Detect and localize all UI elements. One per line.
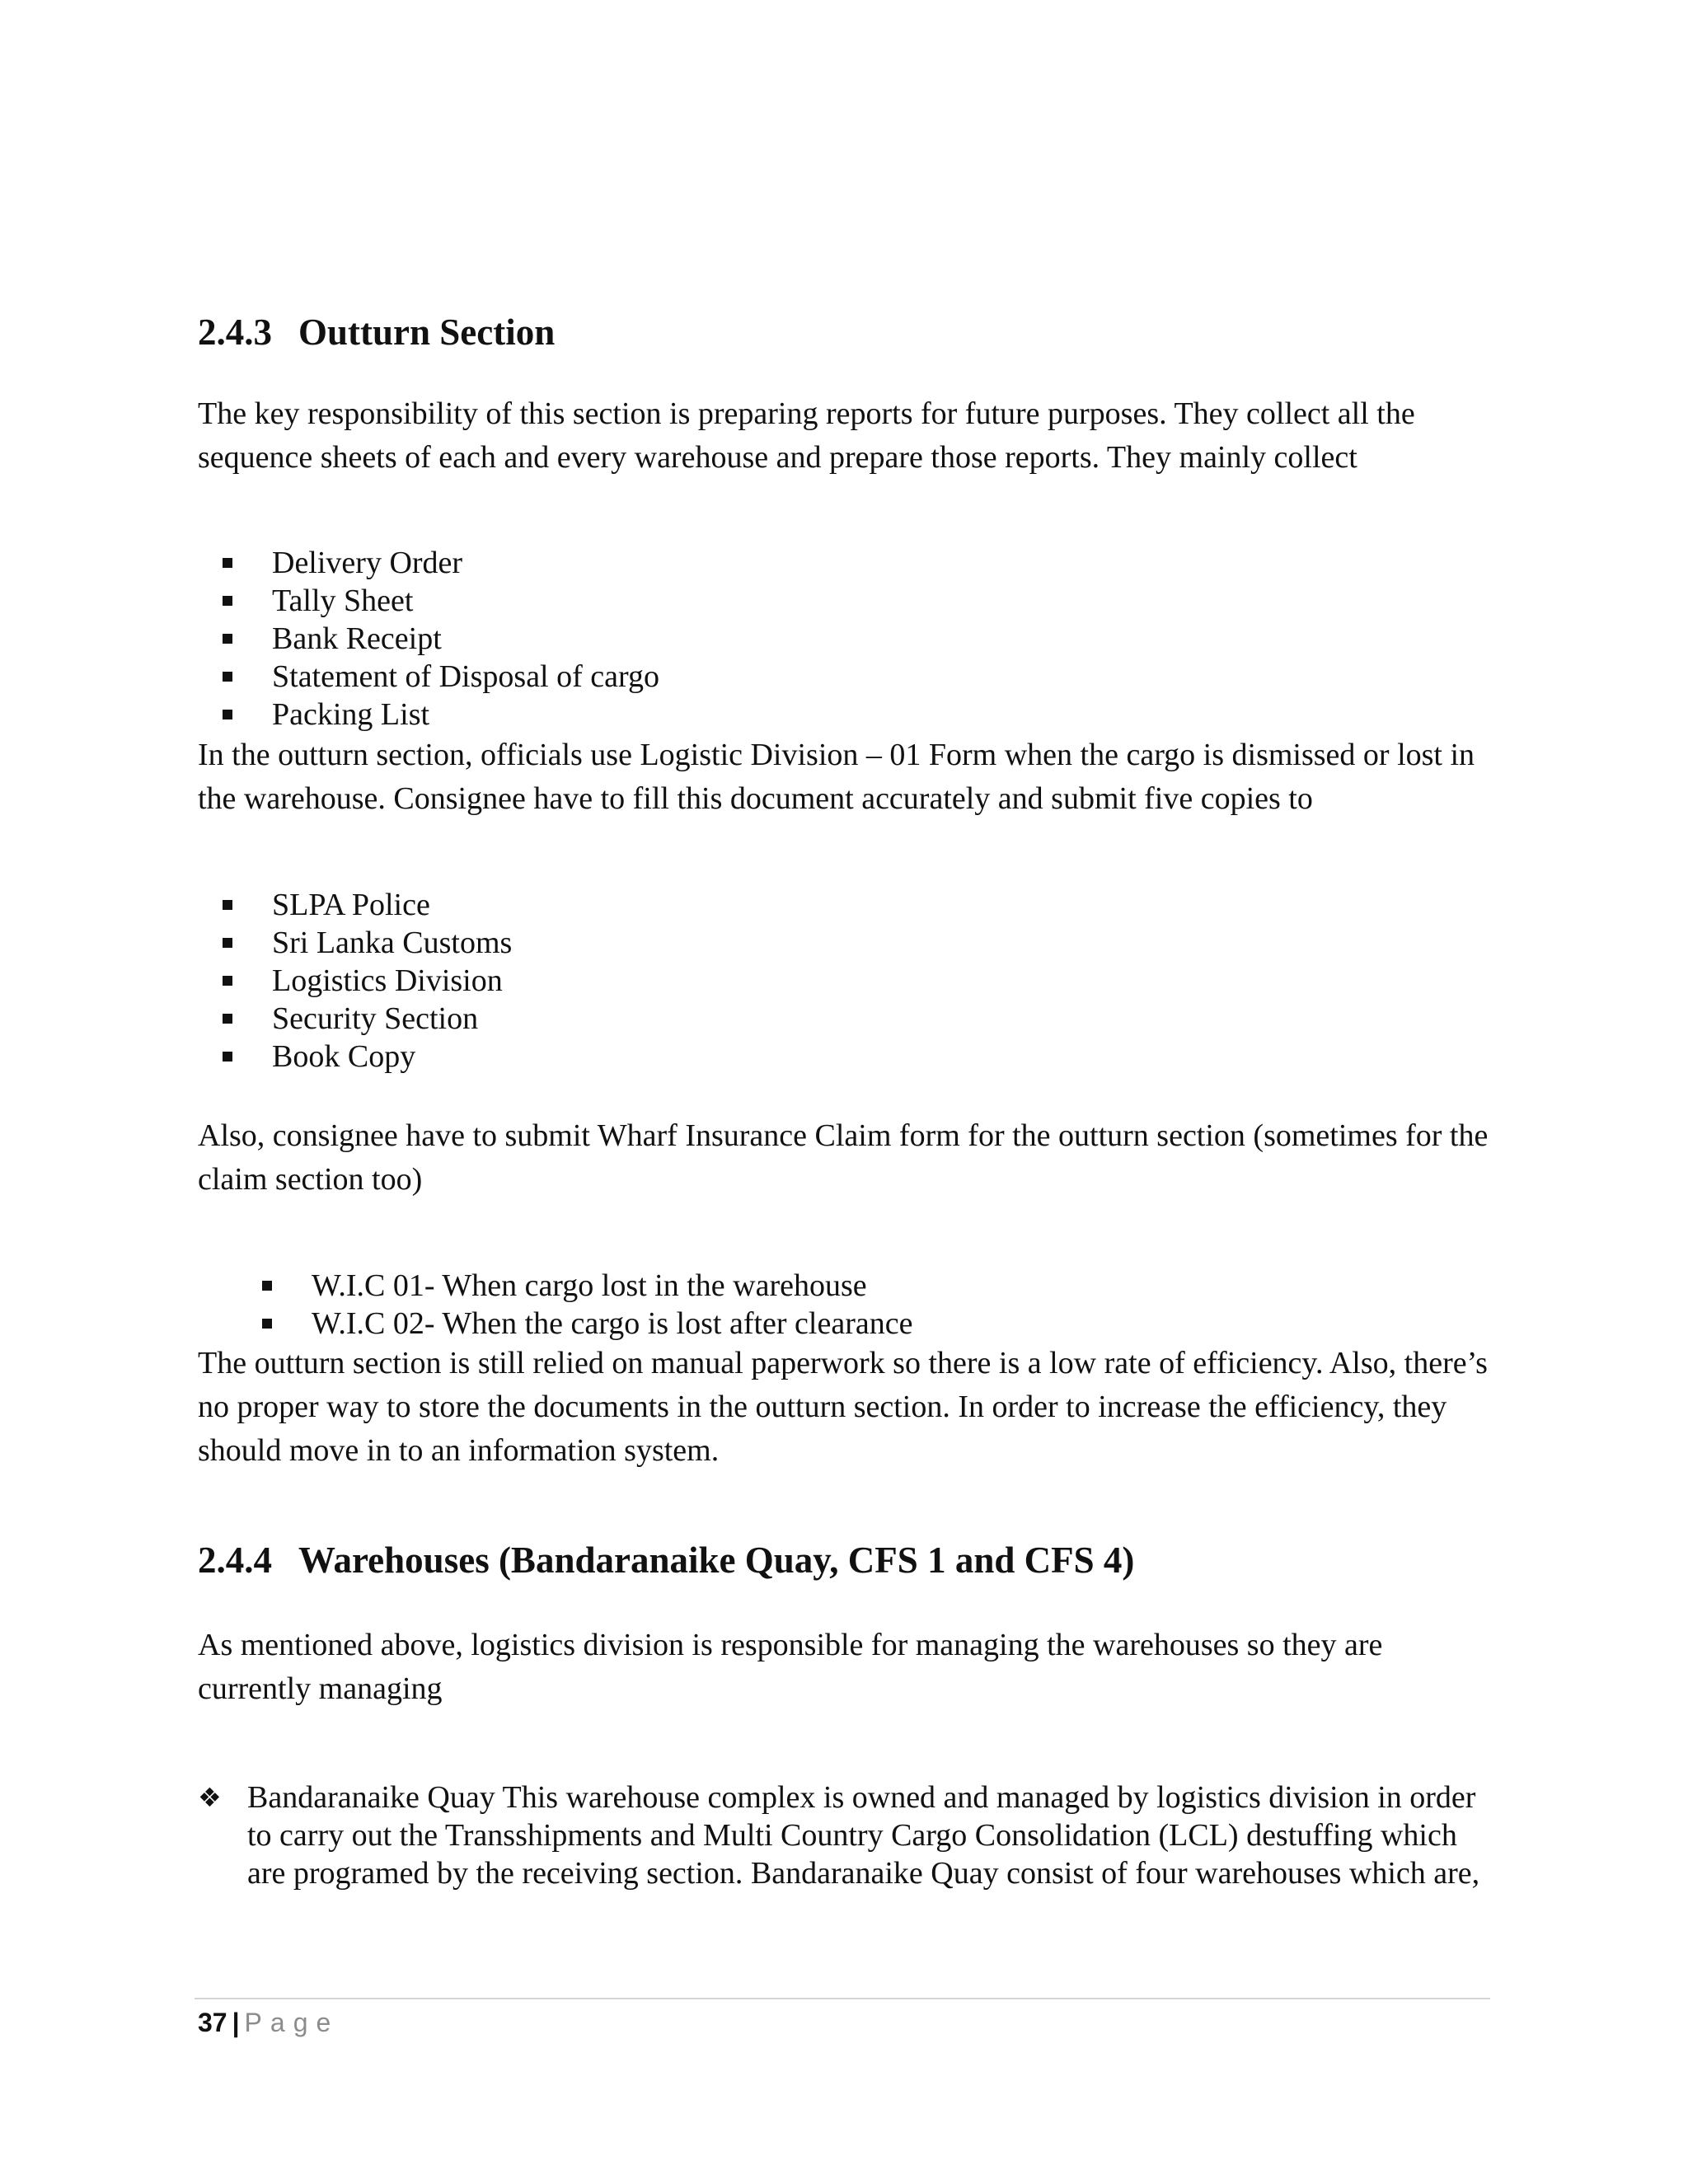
efficiency-paragraph: The outturn section is still relied on manual paperwork so there is a low rate of efficiency. Also, there’s no proper way to store the documents in the outturn section. In order to increase the efficiency, they should move in to an information system. xyxy=(198,1346,1488,1468)
list-item: ❖ Bandaranaike Quay This warehouse complex is owned and managed by logistics division in order to carry out the Transshipments and Multi Country Cargo Consolidation (LCL) destuffing which are programed by the receiving section. Bandaranaike Quay consist of four warehouses which are, xyxy=(198,1780,1480,1891)
square-bullet-icon xyxy=(223,938,232,948)
claim-forms-list xyxy=(262,1267,912,1343)
outturn-form-paragraph: In the outturn section, officials use Logistic Division – 01 Form when the cargo is dismissed or lost in the warehouse. Consignee have to fill this document accurately and submit five copies to xyxy=(198,738,1475,816)
footer-divider xyxy=(195,1998,1490,1999)
section-title: Warehouses (Bandaranaike Quay, CFS 1 and CFS 4) xyxy=(298,1540,1135,1581)
copies-to-list xyxy=(223,886,512,1076)
list-item: Book Copy xyxy=(223,1038,512,1076)
diamond-bullet-icon: ❖ xyxy=(198,1782,222,1813)
section-number: 2.4.3 xyxy=(198,312,272,353)
section-heading-2-4-3 xyxy=(198,310,555,354)
list-item: Bank Receipt xyxy=(223,620,659,658)
warehouses-list xyxy=(198,1779,1492,1892)
claim-paragraph: Also, consignee have to submit Wharf Insurance Claim form for the outturn section (sometimes for the claim section too) xyxy=(198,1118,1489,1197)
list-item: Security Section xyxy=(223,1000,512,1038)
list-item: Logistics Division xyxy=(223,962,512,1000)
square-bullet-icon xyxy=(223,558,232,568)
section-heading-2-4-4 xyxy=(198,1538,1134,1582)
square-bullet-icon xyxy=(262,1319,272,1329)
list-item: Packing List xyxy=(223,696,659,733)
list-item: Tally Sheet xyxy=(223,582,659,620)
page-label: Page xyxy=(244,2008,340,2037)
list-item: SLPA Police xyxy=(223,886,512,924)
list-item: W.I.C 01- When cargo lost in the warehouse xyxy=(262,1267,912,1305)
footer-separator: | xyxy=(232,2008,240,2037)
square-bullet-icon xyxy=(223,634,232,644)
list-item: W.I.C 02- When the cargo is lost after clearance xyxy=(262,1305,912,1343)
list-item: Delivery Order xyxy=(223,544,659,582)
list-item: Sri Lanka Customs xyxy=(223,924,512,962)
square-bullet-icon xyxy=(223,596,232,606)
outturn-intro-paragraph: The key responsibility of this section is preparing reports for future purposes. They collect all the sequence sheets of each and every warehouse and prepare those reports. They mainly collect xyxy=(198,396,1415,475)
square-bullet-icon xyxy=(223,1052,232,1062)
square-bullet-icon xyxy=(223,672,232,682)
page-number: 37 xyxy=(198,2008,227,2037)
square-bullet-icon xyxy=(223,976,232,986)
collected-items-list xyxy=(223,544,659,733)
warehouses-intro-paragraph: As mentioned above, logistics division is responsible for managing the warehouses so they are currently managing xyxy=(198,1628,1383,1706)
section-title: Outturn Section xyxy=(298,312,556,353)
section-number: 2.4.4 xyxy=(198,1540,272,1581)
square-bullet-icon xyxy=(223,1014,232,1024)
page-footer xyxy=(198,2004,339,2041)
list-item: Statement of Disposal of cargo xyxy=(223,658,659,696)
square-bullet-icon xyxy=(223,710,232,719)
square-bullet-icon xyxy=(262,1281,272,1291)
square-bullet-icon xyxy=(223,900,232,910)
